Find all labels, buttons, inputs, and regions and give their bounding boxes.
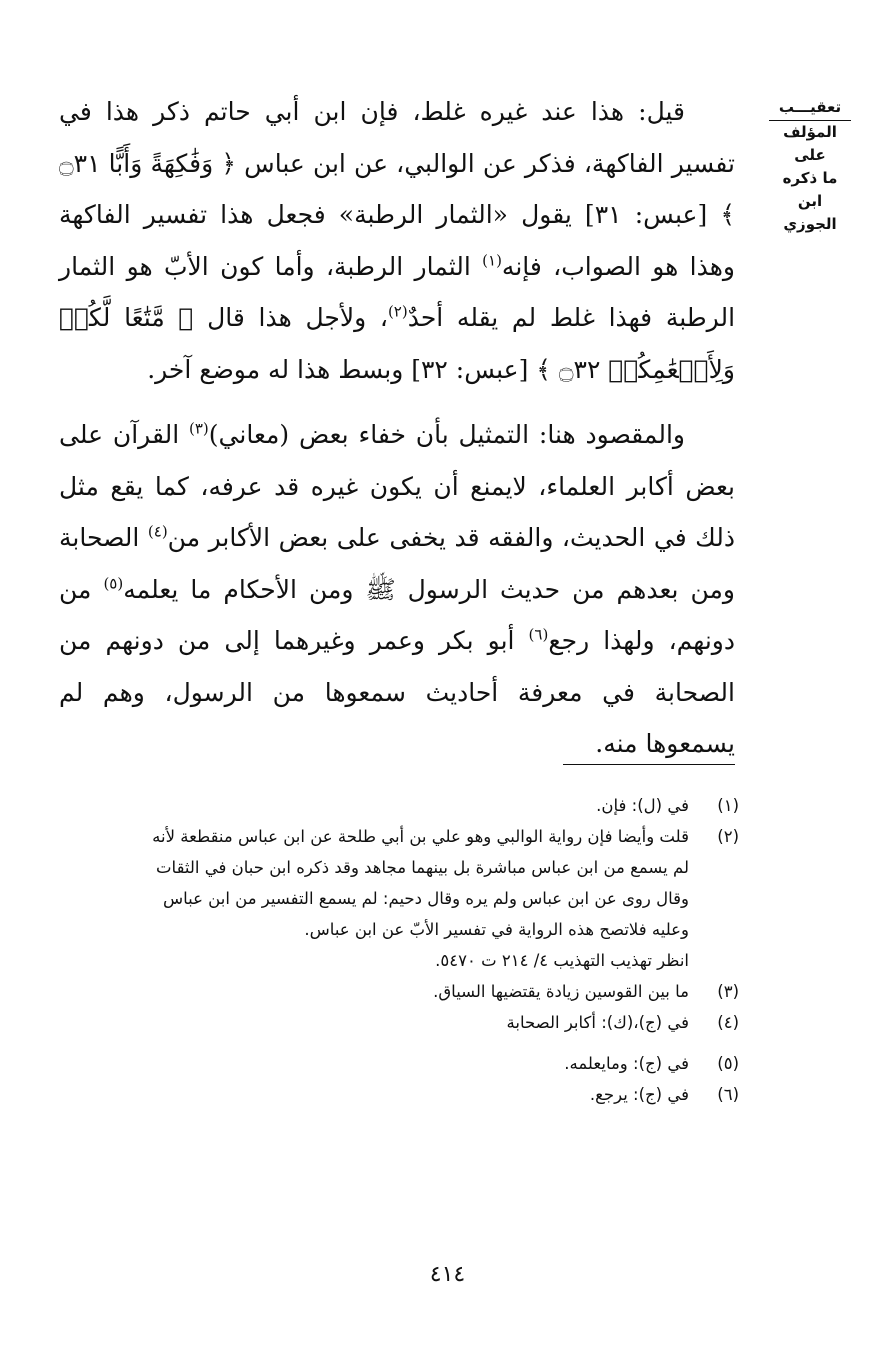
footnote-body xyxy=(59,821,689,976)
page-number: ٤١٤ xyxy=(429,1262,466,1287)
footnote xyxy=(59,976,739,1007)
footnote-line: في (ج): ومايعلمه. xyxy=(564,1054,689,1073)
footnotes xyxy=(59,790,739,1110)
paragraph xyxy=(59,86,735,395)
paragraph xyxy=(59,409,735,770)
footnote-number: (٢) xyxy=(717,827,739,846)
footnote-line: لم يسمع من ابن عباس مباشرة بل بينهما مجاهد وقد ذكره ابن حبان في الثقات xyxy=(156,858,689,877)
text-run: والمقصود هنا: التمثيل بأن خفاء بعض (معاني) xyxy=(208,420,685,449)
text-run: الصحابة ومن بعدهم من حديث الرسول ﷺ ومن الأحكام ما يعلمه xyxy=(59,523,736,604)
margin-note-line: ما ذكره ابن xyxy=(782,169,838,210)
footnote-body xyxy=(59,1048,689,1079)
footnote xyxy=(59,1007,739,1038)
footnote-body xyxy=(59,790,689,821)
footnote xyxy=(59,1048,739,1079)
text-run: أبو بكر وعمر وغيرهما إلى من دونهم من الصحابة في معرفة أحاديث سمعوها من الرسول، وهم لم يسمعوها منه. xyxy=(59,626,735,758)
footnote-line: وقال روى عن ابن عباس ولم يره وقال دحيم: لم يسمع التفسير من ابن عباس xyxy=(162,889,689,908)
footnote-line: قلت وأيضا فإن رواية الوالبي وهو علي بن أبي طلحة عن ابن عباس منقطعة لأنه xyxy=(152,827,689,846)
footnote-line: انظر تهذيب التهذيب ٤/ ٢١٤ ت ٥٤٧٠. xyxy=(435,951,689,970)
footnote-number: (٥) xyxy=(717,1054,739,1073)
footnote-line: وعليه فلاتصح هذه الرواية في تفسير الأبّ عن ابن عباس. xyxy=(304,920,689,939)
footnote-number: (٣) xyxy=(717,982,739,1001)
quran-verse: ﴿ وَفَٰكِهَةً وَأَبًّا ۝٣١ ﴾ xyxy=(59,148,736,229)
footnote-body xyxy=(59,976,689,1007)
text-run: ، ولأجل هذا قال xyxy=(193,303,388,332)
footnote-number: (٤) xyxy=(717,1013,739,1032)
footnote-line: في (ج): يرجع. xyxy=(589,1085,689,1104)
footnote-ref: (١) xyxy=(482,251,502,270)
footnote-line: ما بين القوسين زيادة يقتضيها السياق. xyxy=(433,982,689,1001)
footnote-number: (١) xyxy=(717,796,739,815)
footnote-line: في (ل): فإن. xyxy=(596,796,689,815)
text-run: الثمار الرطبة، وأما كون الأبّ هو الثمار الرطبة فهذا غلط لم يقله أحدٌ xyxy=(59,251,736,332)
footnote-ref: (٣) xyxy=(189,419,209,438)
footnote xyxy=(59,1079,739,1110)
footnote-body xyxy=(59,1007,689,1038)
margin-note-line: المؤلف على xyxy=(783,123,837,164)
footnote-number: (٦) xyxy=(717,1085,739,1104)
footnote-ref: (٦) xyxy=(528,625,549,644)
text-run: [عبس: ٣١] يقول «الثمار الرطبة» فجعل هذا تفسير الفاكهة وهذا هو الصواب، فإنه xyxy=(59,200,735,281)
footnote-ref: (٤) xyxy=(147,522,168,541)
footnote-ref: (٢) xyxy=(387,302,408,321)
footnote-line: في (ج)،(ك): أكابر الصحابة xyxy=(506,1013,689,1032)
text-run: [عبس: ٣٢] وبسط هذا له موضع آخر. xyxy=(147,354,537,384)
text-run: قيل: هذا عند غيره غلط، فإن ابن أبي حاتم ذكر هذا في تفسير الفاكهة، فذكر عن الوالبي، عن ابن عباس xyxy=(59,97,735,178)
margin-note xyxy=(769,96,851,236)
quran-verse: ﴿ مَّتَٰعًا لَّكُمۡ وَلِأَنۡعَٰمِكُمۡ ۝٣٢ ﴾ xyxy=(59,303,735,384)
footnote-ref: (٥) xyxy=(103,574,124,593)
footnote xyxy=(59,821,739,976)
text-run: القرآن على بعض أكابر العلماء، لايمنع أن يكون غيره قد عرفه، كما يقع مثل ذلك في الحديث، والفقه قد يخفى على بعض الأكابر من xyxy=(59,420,735,552)
margin-note-line: الجوزي xyxy=(783,215,837,233)
footnote-separator xyxy=(563,764,735,765)
main-text xyxy=(59,86,735,770)
footnote xyxy=(59,790,739,821)
text-run: من دونهم، ولهذا رجع xyxy=(59,574,735,655)
margin-note-line: تعقيـــب xyxy=(769,96,851,121)
footnote-body xyxy=(59,1079,689,1110)
